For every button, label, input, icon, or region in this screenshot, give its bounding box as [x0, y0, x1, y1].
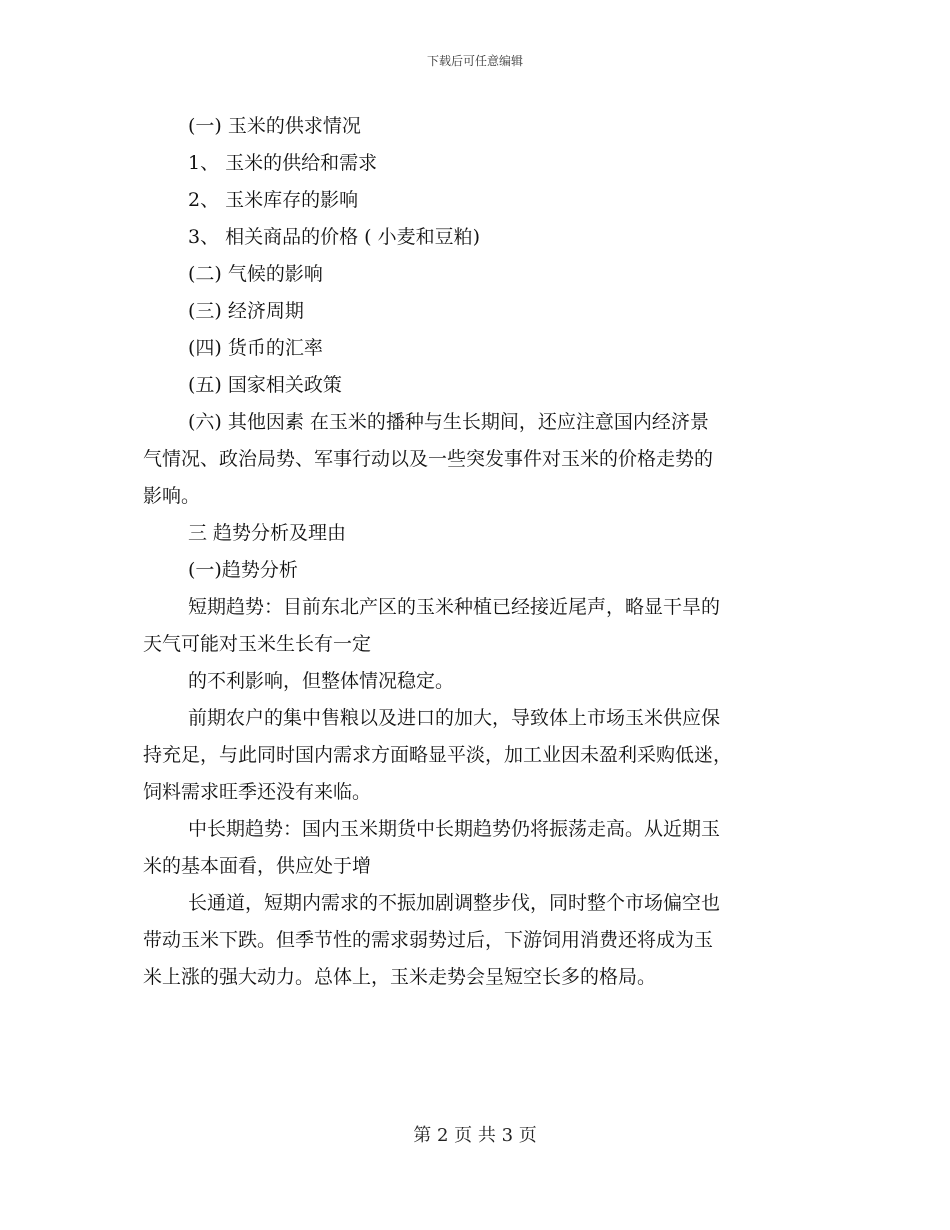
- list-item-inventory-impact: 2、 玉米库存的影响: [188, 189, 359, 211]
- paragraph-early-stage-line: 前期农户的集中售粮以及进口的加大，导致体上市场玉米供应保: [188, 707, 721, 729]
- paragraph-long-term-line: 米的基本面看，供应处于增: [143, 855, 372, 877]
- paragraph-long-term-line: 米上涨的强大动力。总体上，玉米走势会呈短空长多的格局。: [143, 966, 657, 988]
- list-item-related-prices: 3、 相关商品的价格 ( 小麦和豆粕): [188, 226, 481, 248]
- paragraph-early-stage-line: 持充足，与此同时国内需求方面略显平淡，加工业因未盈利采购低迷，: [143, 744, 733, 766]
- section-heading-climate: (二) 气候的影响: [188, 263, 323, 285]
- paragraph-early-stage-line: 饲料需求旺季还没有来临。: [143, 781, 372, 803]
- paragraph-other-factors-line: 影响。: [143, 485, 201, 507]
- section-heading-policy: (五) 国家相关政策: [188, 374, 342, 396]
- page-header-note: 下载后可任意编辑: [426, 54, 523, 68]
- section-heading-supply-demand: (一) 玉米的供求情况: [188, 115, 361, 137]
- section-heading-trend-analysis: 三 趋势分析及理由: [188, 522, 347, 544]
- paragraph-long-term-line: 带动玉米下跌。但季节性的需求弱势过后，下游饲用消费还将成为玉: [143, 929, 714, 951]
- paragraph-long-term-line: 长通道，短期内需求的不振加剧调整步伐，同时整个市场偏空也: [188, 892, 721, 914]
- paragraph-short-term-line: 天气可能对玉米生长有一定: [143, 633, 372, 655]
- paragraph-short-term-line: 短期趋势：目前东北产区的玉米种植已经接近尾声，略显干旱的: [188, 596, 721, 618]
- section-heading-economic-cycle: (三) 经济周期: [188, 300, 304, 322]
- document-body: [143, 108, 811, 996]
- paragraph-other-factors-line: 气情况、政治局势、军事行动以及一些突发事件对玉米的价格走势的: [143, 448, 714, 470]
- paragraph-other-factors-line: (六) 其他因素 在玉米的播种与生长期间，还应注意国内经济景: [188, 411, 709, 433]
- paragraph-short-term-line: 的不利影响，但整体情况稳定。: [188, 670, 455, 692]
- subsection-heading-trend-analysis: (一)趋势分析: [188, 559, 298, 581]
- list-item-supply-and-demand: 1、 玉米的供给和需求: [188, 152, 378, 174]
- paragraph-long-term-line: 中长期趋势：国内玉米期货中长期趋势仍将振荡走高。从近期玉: [188, 818, 721, 840]
- page-number-footer: 第 2 页 共 3 页: [413, 1125, 537, 1146]
- section-heading-exchange-rate: (四) 货币的汇率: [188, 337, 323, 359]
